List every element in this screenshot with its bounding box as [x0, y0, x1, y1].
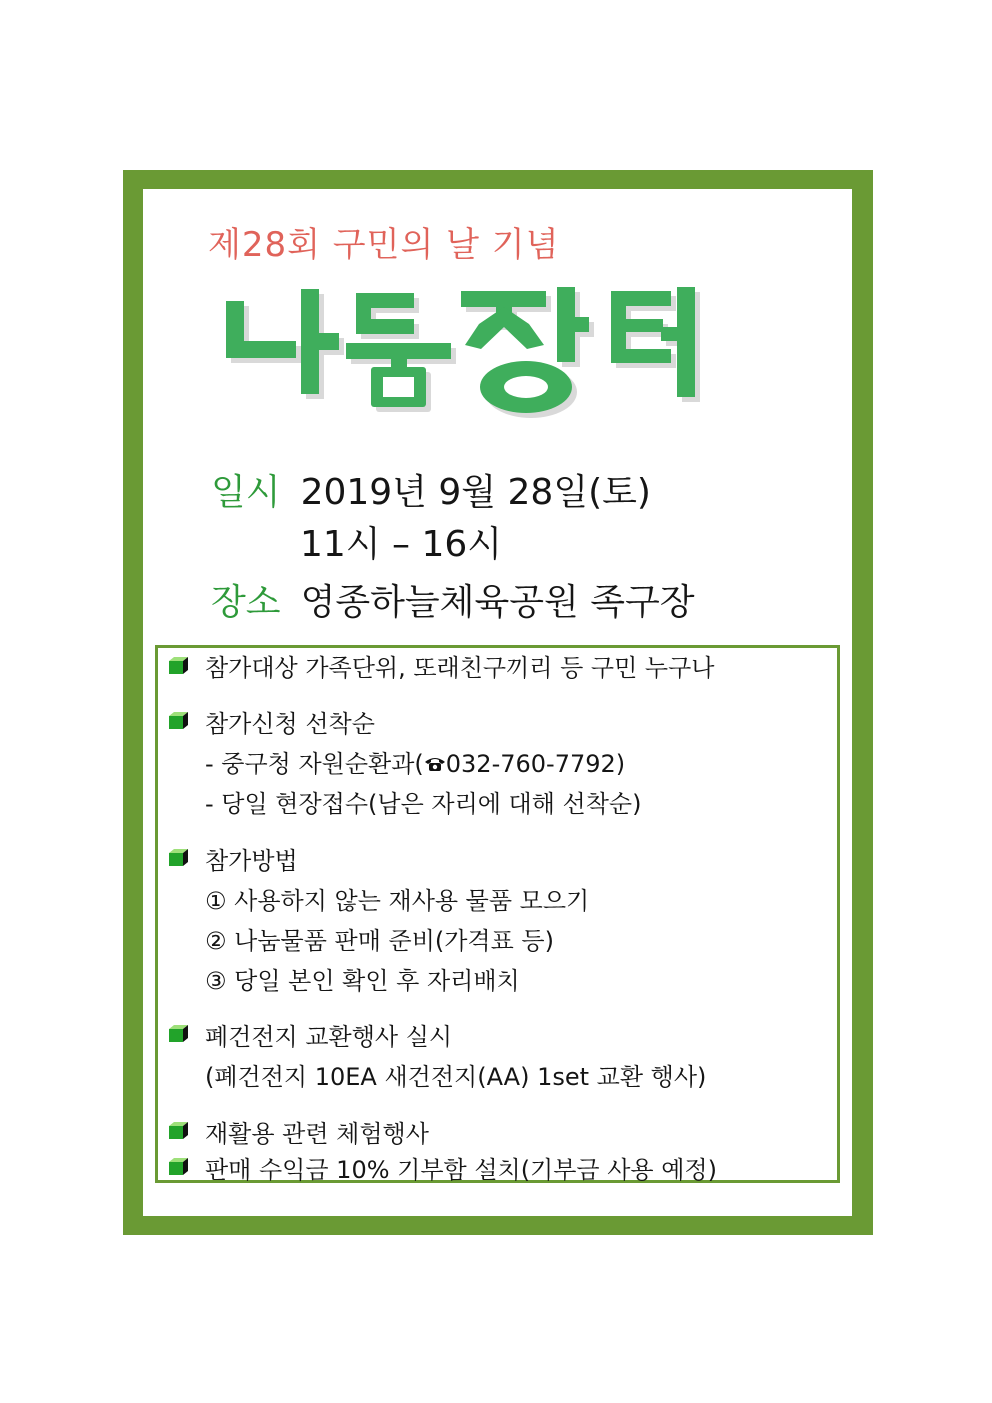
method-step-1: ① 사용하지 않는 재사용 물품 모으기 — [205, 887, 590, 915]
green-cube-bullet-icon — [169, 712, 189, 729]
poster-frame — [123, 170, 873, 1235]
phone-number: 032-760-7792) — [445, 750, 626, 778]
apply-office-line — [205, 744, 625, 779]
apply-onsite-line: - 당일 현장접수(남은 자리에 대해 선착순) — [205, 790, 642, 818]
time-row — [300, 516, 502, 567]
target-line: 참가대상 가족단위, 또래친구끼리 등 구민 누구나 — [205, 654, 715, 682]
date-row — [211, 464, 651, 515]
date-value: 2019년 9월 28일(토) — [300, 472, 651, 513]
battery-heading: 폐건전지 교환행사 실시 — [205, 1023, 453, 1051]
experience-line: 재활용 관련 체험행사 — [205, 1120, 429, 1148]
method-step-3: ③ 당일 본인 확인 후 자리배치 — [205, 967, 520, 995]
green-cube-bullet-icon — [169, 1122, 189, 1139]
donation-line: 판매 수익금 10% 기부함 설치(기부금 사용 예정) — [205, 1156, 717, 1184]
place-value: 영종하늘체육공원 족구장 — [300, 582, 695, 623]
apply-office-text: - 중구청 자원순환과( — [205, 750, 424, 778]
event-subtitle: 제28회 구민의 날 기념 — [208, 225, 560, 265]
green-cube-bullet-icon — [169, 1158, 189, 1175]
poster-panel — [143, 189, 852, 1216]
battery-note: (폐건전지 10EA 새건전지(AA) 1set 교환 행사) — [205, 1063, 707, 1091]
green-cube-bullet-icon — [169, 1025, 189, 1042]
place-row — [211, 574, 695, 625]
green-cube-bullet-icon — [169, 657, 189, 674]
time-value: 11시 – 16시 — [300, 524, 503, 565]
method-heading: 참가방법 — [205, 847, 298, 875]
place-label: 장소 — [211, 582, 281, 623]
date-label: 일시 — [211, 472, 281, 513]
banner-title — [221, 279, 721, 429]
method-step-2: ② 나눔물품 판매 준비(가격표 등) — [205, 927, 554, 955]
details-box — [155, 645, 840, 1183]
telephone-icon — [424, 756, 446, 772]
green-cube-bullet-icon — [169, 849, 189, 866]
apply-heading: 참가신청 선착순 — [205, 710, 375, 738]
